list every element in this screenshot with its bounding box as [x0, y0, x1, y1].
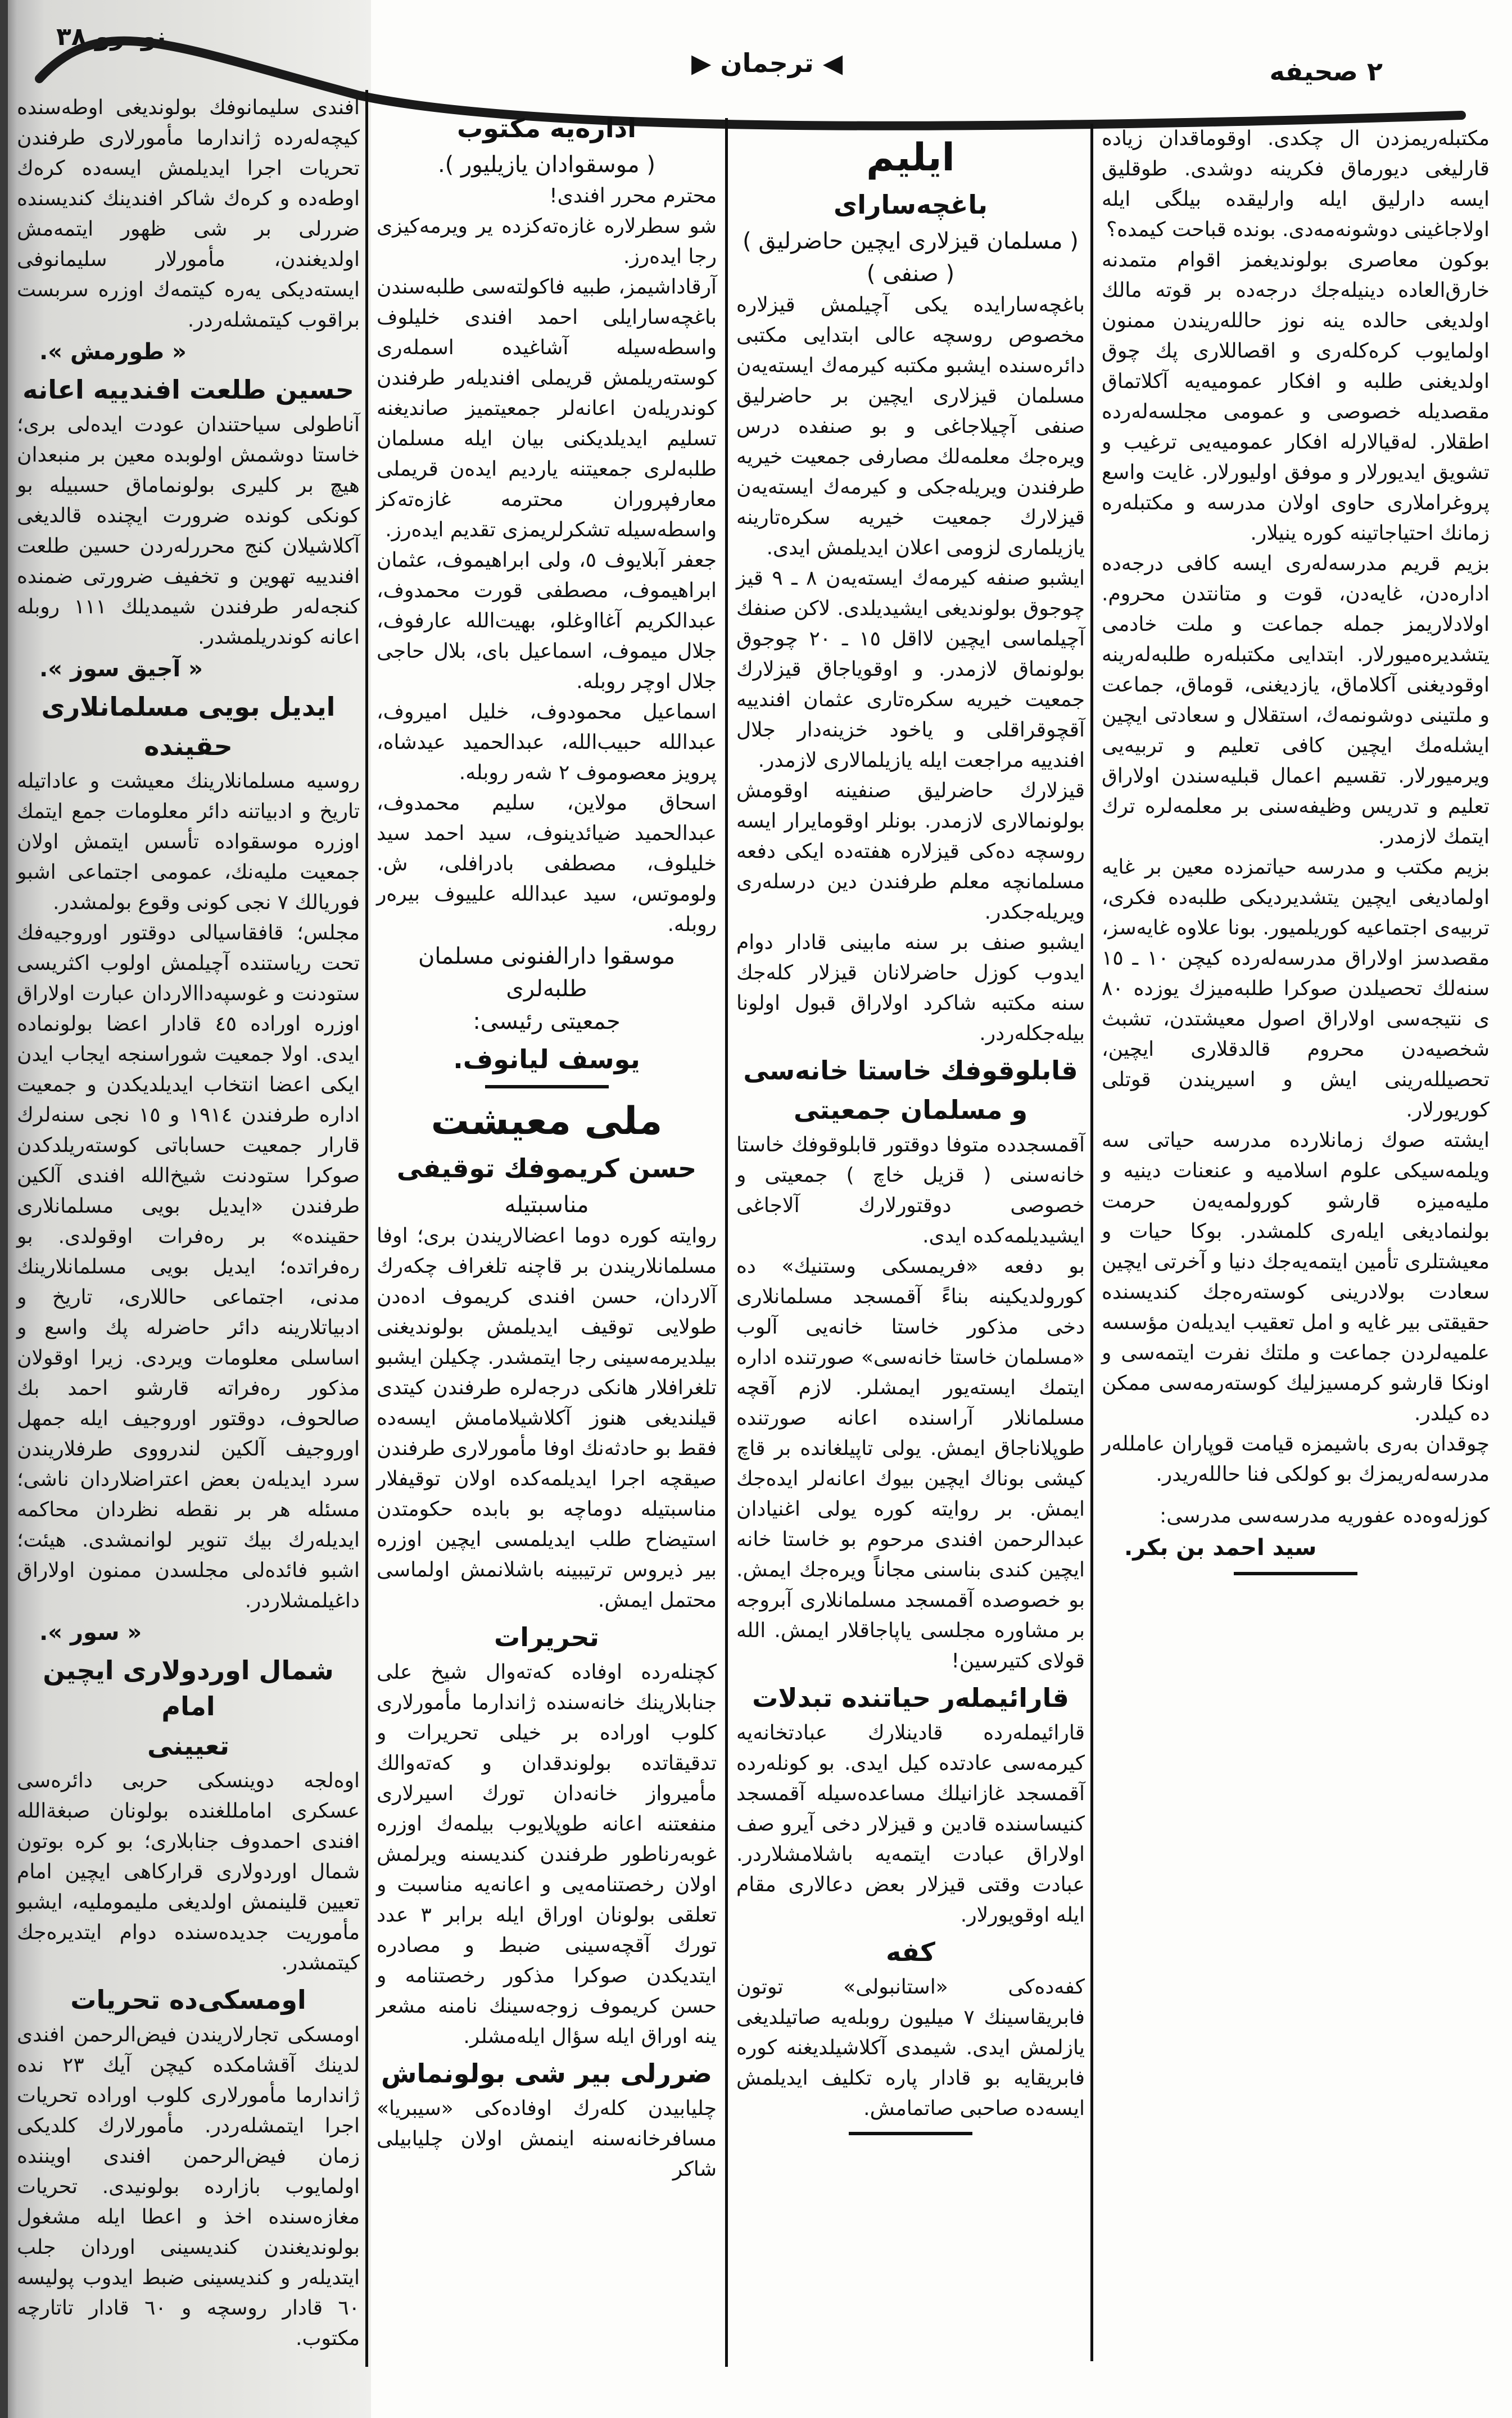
article-title: کفە [886, 1937, 935, 1967]
article-paragraph: افندی سلیمانوفك بولوندیغی اوطەسندە کیچەلەردە ژاندارما مأمورلاری طرفندن تحریات اجرا ایدیلمش ایسەدە کرەك اوطەدە و کرەك شاکر افندینك کندیسندە ضررلی بر شی ظهور ایتمەمش اولدیغندن، مأمورلار سلیمانوفی ایستەدیکی یەرە کیتمەك اوزرە سربست براقوب کیتمشلەردر. [17, 96, 360, 332]
article-title: حسن کریموفك توقیفی [396, 1153, 697, 1183]
article-paragraph: بزیم قریم مدرسەلەری ایسە کافی درجەدە ادارەدن، غایەدن، قوت و متانتدن محروم. اولادلاریمز جملە جماعت و ملت خادمی یتشدیرەمیورلار. ابتدایی مکتبلەرە طلبەلەرینە اوقودیغنی آکلاماق، یازدیغنی، قوماق، جماعت و ملتینی دوشونمەك، استقلال و سعادتی ایچین ایشلەمك ایچین کافی تعلیم و تربیەیی ویرمیورلار. تقسیم اعمال قبلیەسندن اولاراق تعلیم و تدریس وظیفەسنی بر معلمەلرە ترك ایتمك لازمدر. [1102, 552, 1490, 848]
article-paragraph: بوکون معاصری بولوندیغمز اقوام متمدنە خارق‌العادە دینیلەجك درجەدە بر قوتە مالك اولدیغی حالدە ینە نوز حاللەریندن ممنون اولمایوب کرەکلەری و اقصاللاری پك چوق اولدیغنی طلبە و افکار عمومیەیە آکلاتماق مقصدیلە خصوصی و عمومی مجلسەلەردە اطقلار. لەقیالارلە افکار عمومیەیی ترغیب و تشویق ایدیورلار و موفق اولیورلار. غایت واسع پروغراملاری حاوی اولان مدرسە و مکتبلەرە زمانك احتیاجاتینە کورە ینیلار. [1102, 248, 1490, 545]
section-divider [849, 2132, 972, 2135]
signature-role: جمعیتی رئیسی: [473, 1009, 621, 1034]
article-title: تحریرات [494, 1622, 599, 1652]
section-divider [485, 1085, 609, 1088]
column-divider [725, 118, 728, 2367]
source-credit: « طورمش ». [39, 339, 187, 365]
donor-list: اسماعیل محمودوف، خلیل امیروف، عبدالله حبیب‌الله، عبدالحمید عیدشاە، پرویز معصوموف ٢ شەر روبلە. [377, 700, 717, 784]
article-subtitle: و مسلمان جمعیتی [793, 1095, 1028, 1125]
article-paragraph: بزیم مکتب و مدرسە حیاتمزدە معین بر غایە اولمادیغی ایچین یتشدیردیکی طلبەدە فکری، تربیەی اجتماعیە کوریلمیور. بونا علاوە غایەسز، مقصدسز اولاراق مدرسەلەردە کیچن ١٠ ـ ١٥ سنەلك تحصیلدن صوکرا طلبەمیزك یوزدە ٨٠ ی نتیجەسی اولاراق اصول معیشتدن، تشبث شخصیەدن محروم قالدقلاری ایچین، تحصیللەرینی ایش و اسیریندن قوتلی کوریورلار. [1102, 856, 1490, 1122]
article-title: حسین طلعت افندییه اعانه [22, 374, 354, 405]
article-paragraph: چلیابیدن کلەرك اوفادەکی «سیبریا» مسافرخانەسنە اینمش اولان چلیابیلی شاکر [377, 2097, 717, 2181]
article-paragraph: ایشبو صنفە کیرمەك ایستەیەن ٨ ـ ٩ قیز چوجوق بولوندیغی ایشیدیلدی. لاکن صنفك آچیلماسی ایچین لااقل ١٥ ـ ٢٠ چوجوق بولونماق لازمدر. و اوقویاجاق قیزلارك جمعیت خیریە سکرەتاری عثمان افندییە آقچوقراقلی و یاخود خزینەدار جلال افندییە مراجعت ایلە یازیلمالاری لازمدر. [736, 567, 1085, 772]
source-credit: « آجیق سوز ». [39, 656, 203, 682]
article-paragraph: ایشبو صنف بر سنە مابینی قادار دوام ایدوب کوزل حاضرلانان قیزلار کلەجك سنە مکتبە شاکرد اولاراق قبول اولونا بیلەجکلەردر. [736, 931, 1085, 1045]
binding-edge [0, 0, 8, 2418]
article-paragraph: روسیە مسلمانلارینك معیشت و عاداتیلە تاریخ و ادبیاتنە دائر معلومات جمع ایتمك اوزرە موسقوادە تأسس ایتمش اولان جمعیت ملیەنك، عمومی اجتماعی اشبو فوریالك ٧ نجی کونی وقوع بولمشدر. [17, 770, 360, 914]
article-paragraph: مجلس؛ قافقاسیالی دوقتور اوروجیەفك تحت ریاستندە آچیلمش اولوب اکثریسی ستودنت و غوسپەداالاردان عبارت اولاراق اوزرە اوراده ٤٥ قادار اعضا بولونمادە ایدی. اولا جمعیت شوراسنجە ایجاب ایدن ایکی اعضا انتخاب ایدیلدیکدن و جمعیت ادارە طرفندن ١٩١٤ و ١٥ نجی سنەلرك قارار جمعیت حساباتی کوستەریلدکدن صوکرا ستودنت شیخ‌الله افندی آلکین طرفندن «ایدیل بویی مسلمانلاری حقینده» بر رەفرات اوقولدی. بو رەفراتدە؛ ایدیل بویی مسلمانلارینك مدنی، اجتماعی حاللاری، تاریخ و ادبیاتلارینە دائر حاضرلە پك واسع و اساسلی معلومات ویردی. زیرا اوقولان مذکور رەفراتە قارشو احمد بك صالحوف، دوقتور اوروجیف ایلە جمهل اوروجیف آلکین لندرووی طرفلاریندن سرد ایدیلەن بعض اعتراضلاردان ناشی؛ مسئلە هر بر نقطە نظردان محاکمە ایدیلەرك بیك تنویر لوانمشدی. هیئت؛ اشبو فائدەلی مجلسدن ممنون اولاراق داغیلمشلاردر. [17, 921, 360, 1612]
column-4 [17, 93, 360, 2354]
donor-list: اسحاق مولاین، سلیم محمدوف، عبدالحمید ضیائدینوف، سید احمد سید خلیلوف، مصطفی بادرافلی، ش. ولوموتس، سید عبدالله علییوف بیرەر روبلە. [377, 792, 717, 936]
article-subtitle: حقینده [144, 731, 233, 761]
section-title: ملی معیشت [431, 1099, 663, 1144]
donor-list: جعفر آبلایوف ٥، ولی ابراهیموف، عثمان ابراهیموف، مصطفی قورت محمدوف، عبدالکریم آغااوغلو، بهیت‌الله عارفوف، جلال میموف، اسماعیل بای، بلال حاجی جلال اوچر روبلە. [377, 549, 717, 693]
article-paragraph: قارائیملەردە قادینلارك عبادتخانەیە کیرمەسی عادتدە کیل ایدی. بو کونلەردە آقمسجد غازانیلك مساعدەسیلە آقمسجد کنیساسندە قادین و قیزلار دخی آیرو صف اولاراق عبادت ایتمەیە باشلامشلاردر. عبادت وقتی قیزلار بعض دعالاری مقام ایلە اوقویورلار. [736, 1721, 1085, 1927]
article-paragraph: روایتە کورە دوما اعضالاریندن بری؛ اوفا مسلمانلاریندن بر قاچنە تلغراف چکەرك آلاردان، حسن افندی کریموف ادەدن طولایی توقیف ایدیلمش بولوندیغنی بیلدیرمەسینی رجا ایتمشدر. چکیلن ایشبو تلغرافلار هانکی درجەلرە طرفندن کیتدی قیلندیغی هنوز آکلاشیلامامش ایسەدە فقط بو حادثەنك اوفا مأمورلاری طرفندن صیقچە اجرا ایدیلمەکدە اولان توقیفلار مناسبتیلە دوماچە بو بابدە حکومتدن استیضاح طلب ایدیلمسی ایچین اوزرە بیر ذیروس ترتیبینە باشلانمش اولماسی محتمل ایمش. [377, 1224, 717, 1612]
article-paragraph: کچنلەردە اوفادە کەتەوال شیخ علی جنابلارینك خانەسندە ژاندارما مأمورلاری کلوب اورادە بر خیلی تحریرات و تدقیقاتدە بولوندقدان و کەتەوالك مأمیرواز خانەدان تورك اسیرلاری منفعتنە اعانە طوپلایوب بیلمەك اوزرە غوبەرناطور طرفندن کندیسنە ویرلمش اولان رخصتنامەیی و اعانەیە مناسبت و تعلقی بولونان اوراق ایلە برابر ٣ عدد تورك آقچەسینی ضبط و مصادرە ایتدیکدن صوکرا مذکور رخصتنامە و حسن کریموف زوجەسینك نامنە مشعر ینە اوراق ایلە سؤال ایلەمشلر. [377, 1661, 717, 2048]
article-title: ادارەیه مکتوب [456, 113, 637, 143]
source-credit: « سور ». [39, 1620, 142, 1646]
article-title: باغچەسارای [834, 189, 988, 220]
article-paragraph: باغچەسارایدە یکی آچیلمش قیزلارە مخصوص روسچە عالی ابتدایی مکتبی دائرەسندە ایشبو مکتبە کیرمەك ایستەیەن مسلمان قیزلاری ایچین بر حاضرلیق صنفی آچیلاجاغی و بو صنفدە درس ویرەجك معلمەلك مصارفی جمعیت خیریە طرفندن ویریلەجکی و کیرمەك ایستەیەن قیزلارك جمعیت خیریە سکرەتارینە یازیلماری لزومی اعلان ایدیلمش ایدی. [736, 293, 1085, 559]
page-number-label: ٢ صحیفه [1269, 56, 1383, 87]
signature-name: یوسف لیانوف. [453, 1044, 640, 1074]
column-3 [377, 107, 717, 2185]
paper-name-text: ترجمان [720, 48, 814, 78]
ornament-left-icon: ◀ [822, 48, 843, 78]
article-paragraph: کفەدەکی «استانبولی» توتون فابریقاسینك ٧ میلیون روبلەیە صاتیلدیغی یازلمش ایدی. شیمدی آکلاشیلدیغنە کورە فابریقایە بو قادار پارە تکلیف ایدیلمش ایسەدە صاحبی صاتمامش. [736, 1976, 1085, 2120]
article-subtitle: ( مسلمان قیزلاری ایچین حاضرلیق ) [743, 228, 1079, 254]
article-subtitle: تعیینی [147, 1730, 230, 1761]
article-paragraph: چوقدان بەری باشیمزە قیامت قوپاران عامللەر مدرسەلەریمزك بو کولکی فنا حاللەریدر. [1102, 1432, 1490, 1486]
signature-name: سید احمد بن بکر. [1124, 1535, 1317, 1561]
article-paragraph: آناطولی سیاحتندان عودت ایدەلی بری؛ خاستا دوشمش اولوبدە معین بر منبعدان هیچ بر کلیری بولونماماق حسبیلە بو کونکی کوندە ضرورت ایچندە قالدیغی آکلاشیلان کنج محررلەردن حسین طلعت افندییە تهوین و تخفیف ضرورتی ضمندە کنجەلەر طرفندن شیمدیلك ١١١ روبلە اعانە کوندریلمشدر. [17, 413, 360, 649]
article-title: قارائیملەر حیاتندە تبدلات [752, 1683, 1069, 1713]
signature-affiliation: کوزلەوەدە عفوریە مدرسەسی مدرسی: [1160, 1504, 1490, 1527]
ornament-right-icon: ▶ [691, 48, 712, 78]
column-2 [736, 129, 1085, 2143]
article-paragraph: اومسکی تجارلاریندن فیض‌الرحمن افندی لدینك آقشامکدە کیچن آیك ٢٣ ندە ژاندارما مأمورلاری کلوب اورادە تحریات اجرا ایتمشلەردر. مأمورلارك کلدیکی زمان فیض‌الرحمن افندی اوینندە اولمایوب بازاردە بولونیدی. تحریات مغازەسندە اخذ و اعطا ایلە مشغول بولوندیغندن کندیسینی اوردان جلب ایتدیلەر و کندیسینی ضبط ایدوب پولیسە ٦٠ قادار روسچە و ٦٠ قادار تاتارچە مکتوب. [17, 2023, 360, 2350]
column-1 [1102, 124, 1490, 1583]
article-subtitle: ( صنفی ) [866, 261, 955, 287]
article-title: قابلوقوفك خاستا خانەسی [743, 1055, 1078, 1086]
article-subtitle: ( موسقوادان یازیلیور ). [437, 152, 656, 178]
section-divider [1234, 1572, 1357, 1575]
section-ornament: ایلیم [866, 135, 955, 180]
greeting: محترم محرر افندی! [549, 184, 717, 207]
issue-number: نومرو ٣٨ [56, 22, 166, 51]
article-paragraph: شو سطرلارە غازەتەکزدە یر ویرمەکیزی رجا ایدەرز. [377, 215, 717, 268]
article-title: ضررلی بیر شی بولونماش [381, 2058, 712, 2089]
article-paragraph: بو دفعە «فریمسکی وستنیك» دە کورولدیکینە بناءً آقمسجد مسلمانلاری دخی مذکور خاستا خانەیی آلوب «مسلمان خاستا خانەسی» صورتندە ادارە ایتمك ایستەیور ایمشلر. لازم آقچە مسلمانلار آراسندە اعانە صورتندە طوپلاناجاق ایمش. یولی تاپیلغاندە بر قاچ کیشی بوناك ایچین بیوك اعانەلر ایدەجك ایمش. بر روایتە کورە یولی اغنیادان عبدالرحمن افندی مرحوم بو خاستا خانە ایچین کندی بناسنی مجاناً ویرەجك ایمش. بو خصوصدە آقمسجد مسلمانلاری آبروجە بر مشاورە مجلسی یاپاجاقلار ایمش. الله قولای کتیرسین! [736, 1255, 1085, 1673]
article-title: اومسکی‌ده تحریات [70, 1985, 306, 2015]
article-paragraph: اوەلجە دوینسکی حربی دائرەسی عسکری امامللغندە بولونان صبغة‌الله افندی احمدوف جنابلاری؛ بو کرە بوتون شمال اوردولاری قرارکاهی ایچین امام تعیین قلینمش اولدیغی ملیموملیە، ایشبو مأموریت جدیدەسندە دوام ایتدیرەجك کیتمشدر. [17, 1769, 360, 1974]
article-paragraph: آقمسجددە متوفا دوقتور قابلوقوفك خاستا خانەسنی ( قزیل خاچ ) جمعیتی و خصوصی دوقتورلارك آلاجاغی ایشیدیلمەکدە ایدی. [736, 1133, 1085, 1248]
article-subtitle: مناسبتیله [504, 1192, 589, 1218]
signature-organization: موسقوا دارالفنونی مسلمان طلبەلری [418, 943, 676, 1002]
article-paragraph: قیزلارك حاضرلیق صنفینە اوقومش بولونمالاری لازمدر. بونلر اوقومایرار ایسە روسچە دەکی قیزلارە هفتەدە ایکی دفعە مسلمانچە معلم طرفندن دین درسلەری ویریلەجکدر. [736, 779, 1085, 924]
article-paragraph: آرقاداشیمز، طبیە فاکولتەسی طلبەسندن باغچەسارایلی احمد افندی خلیلوف واسطەسیلە آشاغیدە اسملەری کوستەریلمش قریملی افندیلەر طرفندن کوندریلەن اعانەلر جمعیتمیز صاندیغنە تسلیم ایدیلدیکنی بیان ایلە مسلمان طلبەلری جمعیتنە یاردیم ایدەن قریملی معارفپروران محترمە غازەتەکز واسطەسیلە تشکرلریمزی تقدیم ایدەرز. [377, 275, 717, 541]
article-paragraph: ایشتە صوك زمانلاردە مدرسە حیاتی سە ویلمەسیکی علوم اسلامیە و عنعنات دینیە و ملیەمیزە قارشو کورولمەیەن حرمت بولنمادیغی ایلەری کلمشدر. بوکا حیات و معیشتلری تأمین ایتمەیەجك دنیا و آخرتی ایچین سعادت بولادرینی کوستەرەجك کندیسندە حقیقتی بیر غایە و امل تعقیب ایدیلەن مؤسسە علمیەلردن جماعت و ملتك نفرت ایتمەسی و اونکا قارشو کرمسیزلیك کوستەرمەسی ممکن دە کیلدر. [1102, 1129, 1490, 1425]
column-divider [1090, 124, 1093, 2361]
article-paragraph: مکتبلەریمزدن ال چکدی. اوقوماقدان زیادە قارلیغی دیورماق فکرینە دوشدی. طوقلیق ایسە دارلیق ایلە وارلیقدە بیلگی ایلە اولاجاغینی دوشونەمەدی. بوندە قباحت کیمدە؟ [1102, 127, 1490, 241]
article-title: ایدیل بویی مسلمانلاری [41, 691, 336, 722]
article-title: شمال اوردولاری ایچین امام [43, 1655, 334, 1721]
column-divider [365, 90, 368, 2367]
